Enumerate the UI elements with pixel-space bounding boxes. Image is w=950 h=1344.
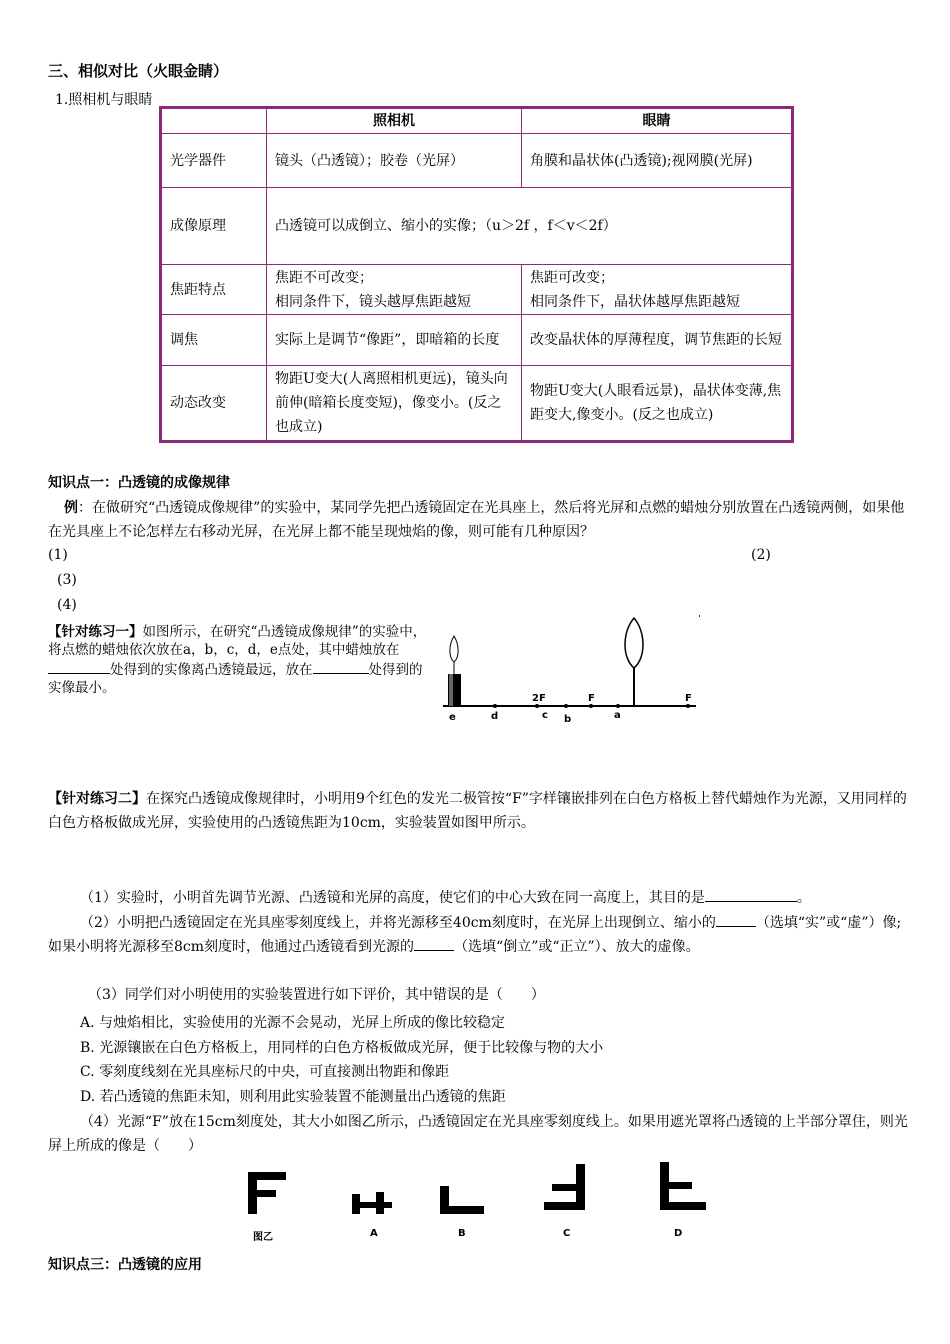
f-shapes-figure (240, 1158, 720, 1220)
eye-cell: 焦距可改变； 相同条件下，晶状体越厚焦距越短 (522, 265, 793, 315)
point-d-dot (493, 704, 497, 708)
option-b-shape (440, 1186, 484, 1214)
point-b-dot (564, 704, 568, 708)
practice2-tag: 【针对练习二】 (48, 791, 146, 807)
camera-cell: 焦距不可改变； 相同条件下，镜头越厚焦距越短 (267, 265, 522, 315)
option-a: A. 与烛焰相比，实验使用的光源不会晃动，光屏上所成的像比较稳定 (80, 1015, 506, 1031)
table-row (161, 134, 793, 188)
label-option-c: C (563, 1228, 571, 1239)
blank-3: (3) (57, 572, 77, 588)
question-3: （3）同学们对小明使用的实验装置进行如下评价，其中错误的是（ ） (88, 987, 545, 1003)
option-a-shape (352, 1192, 392, 1214)
blank-4: (4) (57, 597, 77, 613)
answer-blank[interactable] (414, 936, 454, 951)
row-label: 焦距特点 (161, 265, 267, 315)
practice1-text-b: 处得到的实像离凸透镜最远，放在 (110, 662, 313, 678)
answer-blank[interactable] (48, 659, 110, 674)
table-row (161, 366, 793, 442)
comparison-table (159, 106, 794, 443)
kp1-title: 知识点一：凸透镜的成像规律 (48, 475, 230, 491)
point-a-dot (616, 704, 620, 708)
answer-blank[interactable] (313, 659, 369, 674)
option-d-shape (660, 1162, 706, 1210)
label-figure-yi: 图乙 (253, 1232, 273, 1243)
practice1-tag: 【针对练习一】 (48, 624, 143, 640)
eye-cell: 改变晶状体的厚薄程度，调节焦距的长短 (522, 315, 793, 366)
label-option-d: D (674, 1228, 683, 1239)
label-c: c (542, 710, 548, 721)
table-row (161, 188, 793, 265)
subsection-title: 1.照相机与眼睛 (55, 92, 153, 108)
convex-lens (625, 618, 643, 668)
row-label: 调焦 (161, 315, 267, 366)
table-header-eye: 眼睛 (522, 108, 793, 134)
answer-blank[interactable] (716, 912, 756, 927)
blank-2: (2) (751, 547, 771, 563)
label-f-right: F (685, 693, 692, 704)
stray-mark (699, 615, 700, 617)
kp1-example (48, 496, 908, 544)
camera-cell: 镜头（凸透镜）；胶卷（光屏） (267, 134, 522, 188)
label-b: b (564, 714, 572, 725)
label-a: a (614, 710, 621, 721)
option-c: C. 零刻度线刻在光具座标尺的中央，可直接测出物距和像距 (80, 1064, 450, 1080)
camera-cell: 物距U变大(人离照相机更远)，镜头向前伸(暗箱长度变短)，像变小。(反之也成立) (267, 366, 522, 442)
example-prefix: 例 (64, 500, 78, 516)
label-f: F (588, 693, 595, 704)
practice2-intro (48, 787, 908, 835)
eye-cell: 物距U变大(人眼看远景)，晶状体变薄,焦距变大,像变小。(反之也成立) (522, 366, 793, 442)
example-text: ：在做研究“凸透镜成像规律”的实验中，某同学先把凸透镜固定在光具座上，然后将光屏和点燃的蜡烛分别放置在凸透镜两侧，如果他在光具座上不论怎样左右移动光屏，在光屏上都不能呈现烛焰的像，则可能有几种原因？ (48, 500, 905, 540)
row-label: 动态改变 (161, 366, 267, 442)
question-1: （1）实验时，小明首先调节光源、凸透镜和光屏的高度，使它们的中心大致在同一高度上，其目的是 。 (48, 886, 908, 910)
blank-1: (1) (48, 547, 68, 563)
label-option-b: B (458, 1228, 466, 1239)
q2-text-b: （选填“实”或“虚”）像;如果小明将光源移至8cm刻度时，他通过凸透镜看到光源的 (48, 915, 902, 955)
point-f-right-dot (686, 704, 690, 708)
candle-flame (450, 636, 458, 662)
point-2f-dot (535, 704, 539, 708)
table-header-row (161, 108, 793, 134)
q2-text-a: （2）小明把凸透镜固定在光具座零刻度线上，并将光源移至40cm刻度时，在光屏上出现倒立、缩小的 (80, 915, 716, 931)
q1-text: （1）实验时，小明首先调节光源、凸透镜和光屏的高度，使它们的中心大致在同一高度上，其目的是 (80, 890, 705, 906)
question-4: （4）光源“F”放在15cm刻度处，其大小如图乙所示，凸透镜固定在光具座零刻度线上。如果用遮光罩将凸透镜的上半部分罩住，则光屏上所成的像是（ ） (48, 1114, 908, 1154)
row-label: 光学器件 (161, 134, 267, 188)
practice1-text-c: 处得到的实像最小。 (48, 662, 423, 696)
label-option-a: A (370, 1228, 378, 1239)
table-header-cell (161, 108, 267, 134)
kp3-title: 知识点三：凸透镜的应用 (48, 1257, 202, 1273)
question-2 (48, 911, 908, 959)
camera-cell: 实际上是调节“像距”，即暗箱的长度 (267, 315, 522, 366)
eye-cell: 角膜和晶状体(凸透镜);视网膜(光屏) (522, 134, 793, 188)
option-b: B. 光源镶嵌在白色方格板上，用同样的白色方格板做成光屏，便于比较像与物的大小 (80, 1040, 604, 1056)
option-d: D. 若凸透镜的焦距未知，则利用此实验装置不能测量出凸透镜的焦距 (80, 1089, 506, 1105)
answer-blank[interactable] (705, 887, 797, 902)
table-row (161, 315, 793, 366)
merged-cell: 凸透镜可以成倒立、缩小的实像；（u＞2f ，f＜v＜2f） (267, 188, 793, 265)
label-2f: 2F (532, 693, 546, 704)
table-header-camera: 照相机 (267, 108, 522, 134)
table-row (161, 265, 793, 315)
optical-bench-figure (438, 612, 700, 724)
label-e: e (449, 712, 456, 723)
option-c-shape (544, 1164, 585, 1210)
candle-shade (449, 674, 453, 706)
practice1-text (48, 623, 430, 697)
point-f-dot (589, 704, 593, 708)
practice1-text-a: 如图所示，在研究“凸透镜成像规律”的实验中，将点燃的蜡烛依次放在a，b，c，d，e点处，其中蜡烛放在 (48, 624, 427, 658)
figure-yi-f (248, 1172, 286, 1214)
practice2-text: 在探究凸透镜成像规律时，小明用9个红色的发光二极管按“F”字样镶嵌排列在白色方格板上替代蜡烛作为光源，又用同样的白色方格板做成光屏，实验使用的凸透镜焦距为10cm，实验装置如图甲所示。 (48, 791, 907, 831)
label-d: d (491, 711, 499, 722)
row-label: 成像原理 (161, 188, 267, 265)
section-title: 三、相似对比（火眼金睛） (48, 62, 229, 80)
q2-text-c: （选填“倒立”或“正立”）、放大的虚像。 (454, 939, 700, 955)
